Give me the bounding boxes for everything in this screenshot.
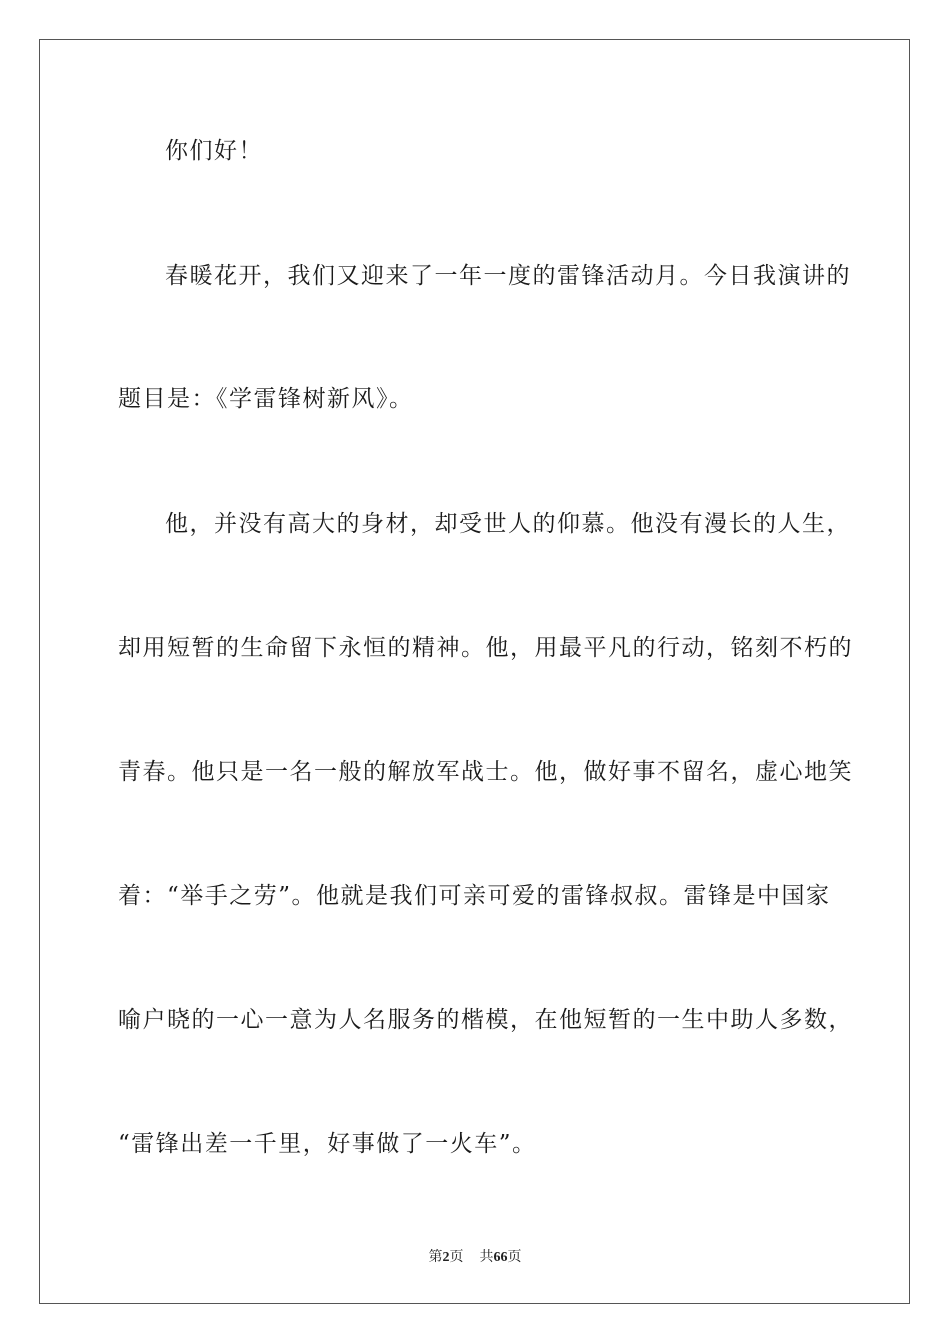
paragraph-line: 春暖花开，我们又迎来了一年一度的雷锋活动月。今日我演讲的 [165,263,851,289]
total-suffix: 页 [507,1250,522,1265]
paragraph-line: 他，并没有高大的身材，却受世人的仰慕。他没有漫长的人生， [165,511,851,537]
paragraph-line: 却用短暂的生命留下永恒的精神。他，用最平凡的行动，铭刻不朽的 [118,635,853,661]
paragraph-line: 着：“举手之劳”。他就是我们可亲可爱的雷锋叔叔。雷锋是中国家 [118,883,831,909]
total-prefix: 共 [479,1250,494,1265]
paragraph-line: 青春。他只是一名一般的解放军战士。他，做好事不留名，虚心地笑 [118,759,853,785]
paragraph-line: 喻户晓的一心一意为人名服务的楷模，在他短暂的一生中助人多数， [118,1007,853,1033]
paragraph-line: “雷锋出差一千里，好事做了一火车”。 [118,1131,537,1157]
page-footer [0,1246,950,1266]
paragraph-line-greeting: 你们好！ [165,138,263,164]
total-pages-number: 66 [493,1250,508,1265]
page-prefix: 第 [428,1250,443,1265]
page-suffix: 页 [449,1250,464,1265]
page-border [39,39,910,1304]
current-page-number: 2 [442,1250,450,1265]
paragraph-line: 题目是：《学雷锋树新风》。 [118,386,414,412]
